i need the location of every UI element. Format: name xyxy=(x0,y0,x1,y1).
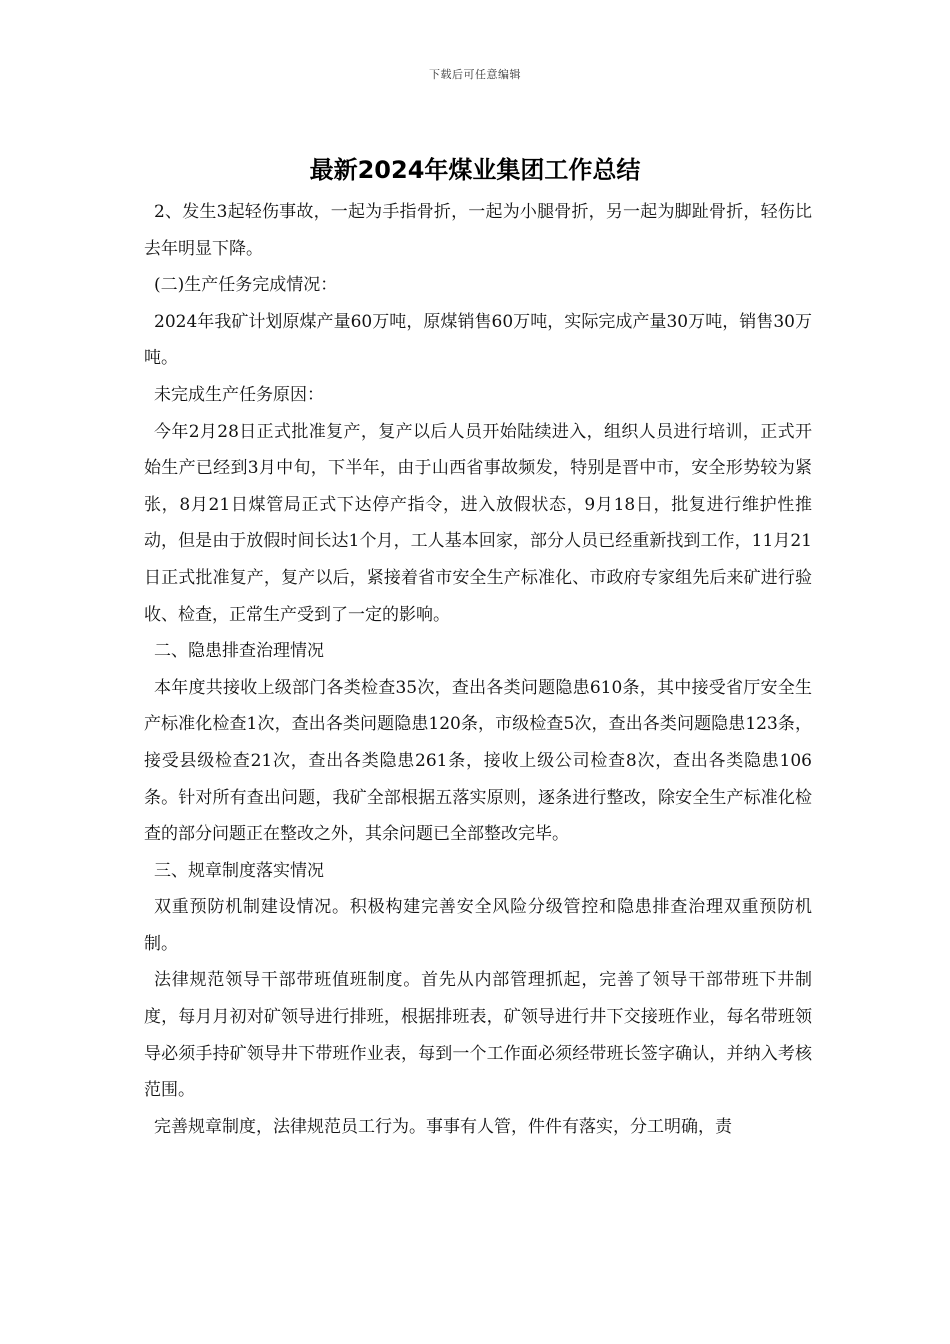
paragraph-unfinished-reasons: 今年2月28日正式批准复产，复产以后人员开始陆续进入，组织人员进行培训，正式开始生产已经到3月中旬，下半年，由于山西省事故频发，特别是晋中市，安全形势较为紧张，8月21日煤管局正式下达停产指令，进入放假状态，9月18日，批复进行维护性推动，但是由于放假时间长达1个月，工人基本回家，部分人员已经重新找到工作，11月21日正式批准复产，复产以后，紧接着省市安全生产标准化、市政府专家组先后来矿进行验收、检查，正常生产受到了一定的影响。 xyxy=(144,421,812,625)
section-heading-regulations: 三、规章制度落实情况 xyxy=(154,860,324,881)
section-heading-production: (二)生产任务完成情况： xyxy=(154,275,338,296)
paragraph-dual-prevention: 双重预防机制建设情况。积极构建完善安全风险分级管控和隐患排查治理双重预防机制。 xyxy=(144,897,812,954)
header-note: 下载后可任意编辑 xyxy=(429,68,521,81)
document-title: 最新2024年煤业集团工作总结 xyxy=(309,156,641,184)
paragraph-leader-duty: 法律规范领导干部带班值班制度。首先从内部管理抓起，完善了领导干部带班下井制度，每月月初对矿领导进行排班，根据排班表，矿领导进行井下交接班作业，每名带班领导必须手持矿领导井下带班作业表，每到一个工作面必须经带班长签字确认，并纳入考核范围。 xyxy=(144,970,812,1101)
paragraph-production-figures: 2024年我矿计划原煤产量60万吨，原煤销售60万吨，实际完成产量30万吨，销售30万吨。 xyxy=(144,311,812,369)
document-body xyxy=(144,194,812,1145)
section-heading-unfinished-reasons: 未完成生产任务原因： xyxy=(154,384,324,405)
paragraph-hazard-inspection: 本年度共接收上级部门各类检查35次，查出各类问题隐患610条，其中接受省厅安全生产标准化检查1次，查出各类问题隐患120条，市级检查5次，查出各类问题隐患123条，接受县级检查21次，查出各类隐患261条，接收上级公司检查8次，查出各类隐患106条。针对所有查出问题，我矿全部根据五落实原则，逐条进行整改，除安全生产标准化检查的部分问题正在整改之外，其余问题已全部整改完毕。 xyxy=(144,677,812,845)
paragraph-minor-injuries: 2、发生3起轻伤事故，一起为手指骨折，一起为小腿骨折，另一起为脚趾骨折，轻伤比去年明显下降。 xyxy=(144,202,812,259)
paragraph-rules-improvement: 完善规章制度，法律规范员工行为。事事有人管，件件有落实，分工明确，责 xyxy=(154,1116,732,1137)
section-heading-hazard-inspection: 二、隐患排查治理情况 xyxy=(154,641,324,662)
